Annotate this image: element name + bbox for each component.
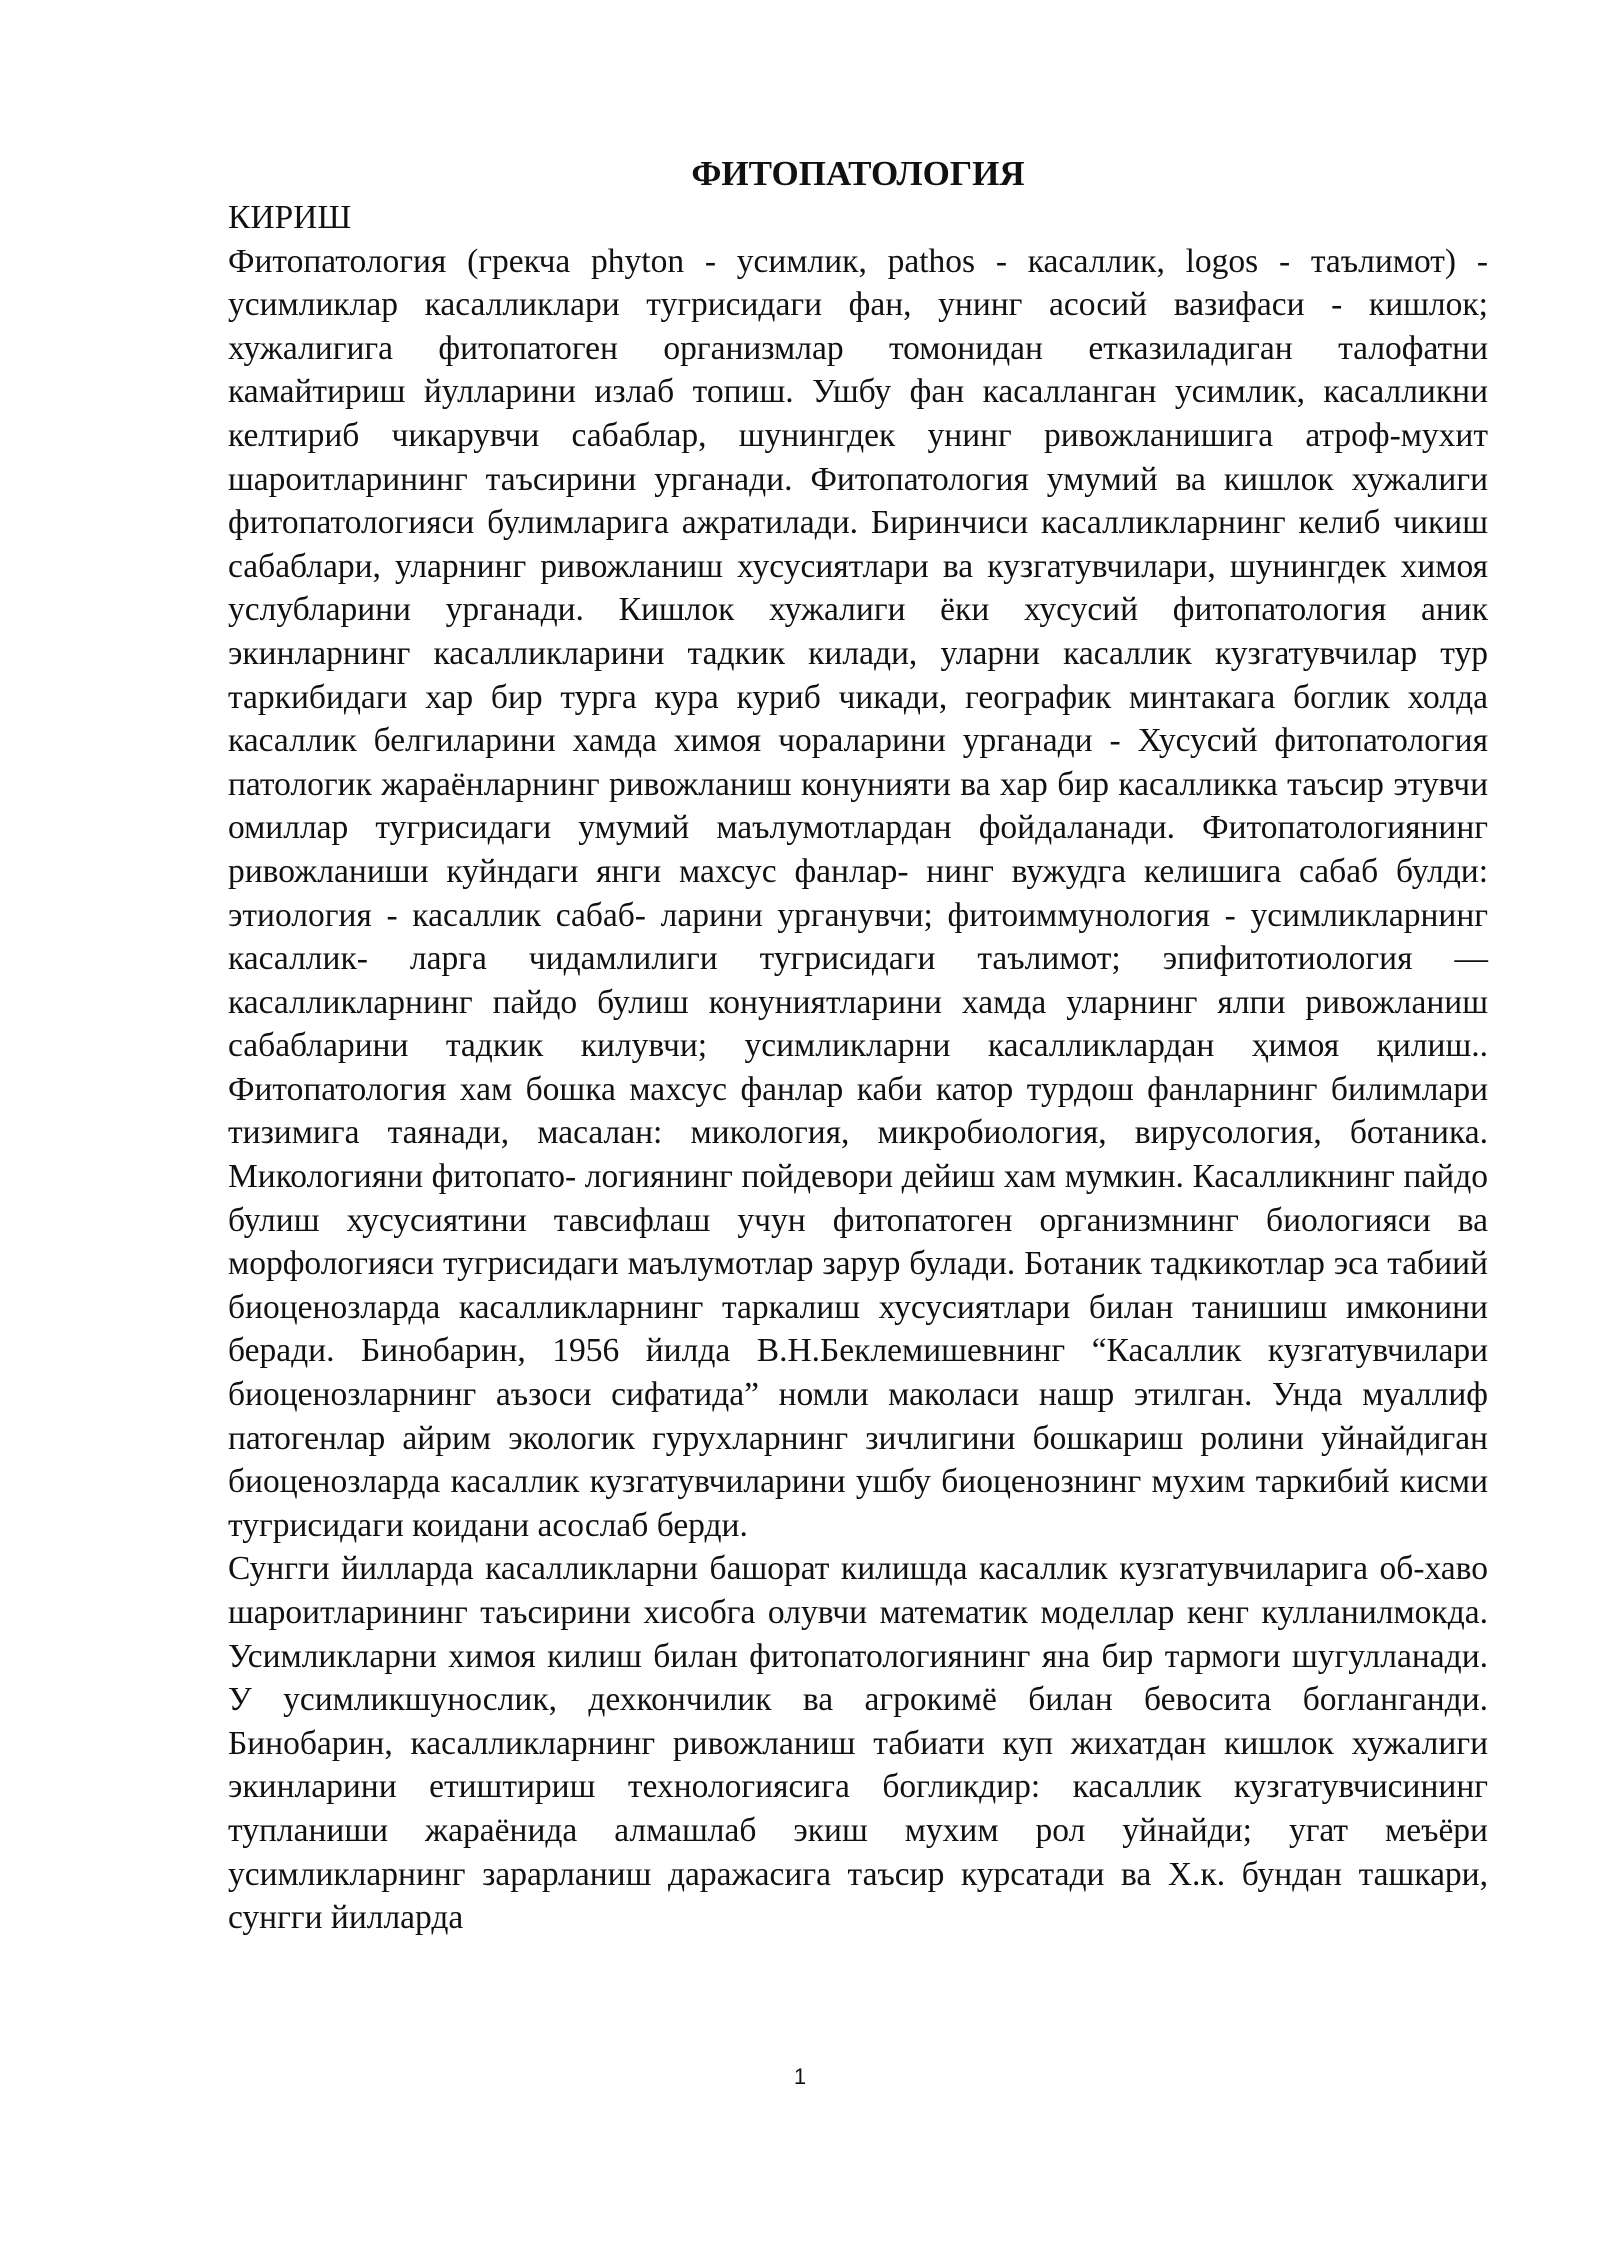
section-heading: КИРИШ: [228, 199, 352, 236]
body-paragraph: Фитопатология (грекча phyton - усимлик, pathos - касаллик, logos - таълимот) - усимликлар касалликлари тугрисидаги фан, унинг асосий вазифаси - кишлок; хужалигига фитопатоген организмлар томонидан етказиладиган талофатни камайтириш йулларини излаб топиш. Ушбу фан касалланган усимлик, касалликни келтириб чикарувчи сабаблар, шунингдек унинг ривожланишига атроф-мухит шароитларининг таъсирини урганади. Фитопатология умумий ва кишлок хужалиги фитопатологияси булимларига ажратилади. Биринчиси касалликларнинг келиб чикиш сабаблари, уларнинг ривожланиш хусусиятлари ва кузгатувчилари, шунингдек химоя услубларини урганади. Кишлок хужалиги ёки хусусий фитопатология аник экинларнинг касалликларини тадкик килади, уларни касаллик кузгатувчилар тур таркибидаги хар бир турга кура куриб чикади, географик минтакага боглик холда касаллик белгиларини хамда химоя чораларини урганади - Хусусий фитопатология патологик жараёнларнинг ривожланиш конунияти ва хар бир касалликка таъсир этувчи омиллар тугрисидаги умумий маълумотлардан фойдаланади. Фитопатологиянинг ривожланиши куйндаги янги махсус фанлар- нинг вужудга келишига сабаб булди: этиология - касаллик сабаб- ларини урганувчи; фитоиммунология - усимликларнинг касаллик- ларга чидамлилиги тугрисидаги таълимот; эпифитотиология — касалликларнинг пайдо булиш конуниятларини хамда уларнинг ялпи ривожланиш сабабларини тадкик килувчи; усимликларни касалликлардан ҳимоя қилиш.. Фитопатология хам бошка махсус фанлар каби катор турдош фанларнинг билимлари тизимига таянади, масалан: микология, микробиология, вирусология, ботаника. Микологияни фитопато- логиянинг пойдевори дейиш хам мумкин. Касалликнинг пайдо булиш хусусиятини тавсифлаш учун фитопатоген организмнинг биологияси ва морфологияси тугрисидаги маълумотлар зарур булади. Ботаник тадкикотлар эса табиий биоценозларда касалликларнинг таркалиш хусусиятлари билан танишиш имконини беради. Бинобарин, 1956 йилда В.Н.Беклемишевнинг “Касаллик кузгатувчилари биоценозларнинг аъзоси сифатида” номли маколаси нашр этилган. Унда муаллиф патогенлар айрим экологик гурухларнинг зичлигини бошкариш ролини уйнайдиган биоценозларда касаллик кузгатувчиларини ушбу биоценознинг мухим таркибий кисми тугрисидаги коидани асослаб берди.: [228, 242, 1488, 1544]
page-number: 1: [793, 2064, 807, 2089]
document-body: [228, 196, 1488, 1940]
body-paragraph: Сунгги йилларда касалликларни башорат килишда касаллик кузгатувчиларига об-хаво шароитларининг таъсирини хисобга олувчи математик моделлар кенг кулланилмокда. Усимликларни химоя килиш билан фитопатологиянинг яна бир тармоги шугулланади. У усимликшунослик, дехкончилик ва агрокимё билан бевосита богланганди. Бинобарин, касалликларнинг ривожланиш табиати куп жихатдан кишлок хужалиги экинларини етиштириш технологиясига богликдир: касаллик кузгатувчисининг тупланиши жараёнида алмашлаб экиш мухим рол уйнайди; угат меъёри усимликларнинг зарарланиш даражасига таъсир курсатади ва Х.к. бундан ташкари, сунгги йилларда: [228, 1550, 1488, 1937]
document-title: ФИТОПАТОЛОГИЯ: [691, 154, 1025, 193]
